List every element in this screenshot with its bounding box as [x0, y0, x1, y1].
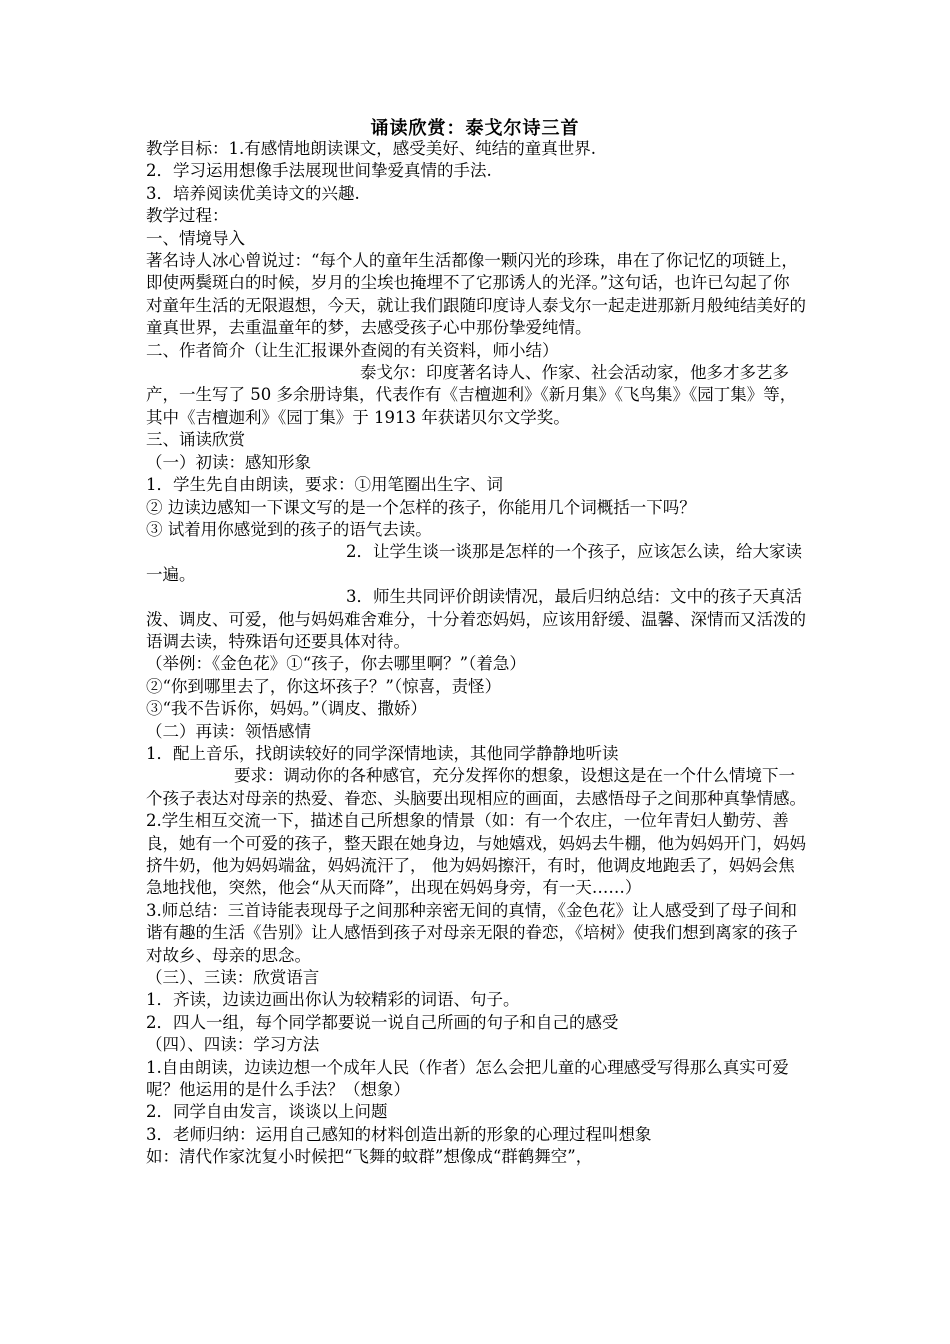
author-paragraph: 泰戈尔：印度著名诗人、作家、社会活动家，他多才多艺多产，一生写了 50 多余册诗集，代表作有《吉檀迦利》《新月集》《飞鸟集》《园丁集》等，其中《吉檀迦利》《园丁集》于 1913 年获诺贝尔文学奖。: [146, 363, 797, 427]
step-2-1-requirement: 要求：调动你的各种感官，充分发挥你的想象，设想这是在一个什么情境下一个孩子表达对母亲的热爱、眷恋、头脑要出现相应的画面，去感悟母子之间那种真挚情感。: [146, 766, 806, 808]
example-2: ②“你到哪里去了，你这坏孩子？”（惊喜，责怪）: [146, 676, 502, 696]
step-1-1: 1．学生先自由朗读，要求：①用笔圈出生字、词: [146, 475, 503, 495]
intro-paragraph: 著名诗人冰心曾说过：“每个人的童年生活都像一颗闪光的珍珠，串在了你记忆的项链上，即使两鬓斑白的时候，岁月的尘埃也掩埋不了它那诱人的光泽。”这句话，也许已勾起了你对童年生活的无限遐想，今天，就让我们跟随印度诗人泰戈尔一起走进那新月般纯结美好的童真世界，去重温童年的梦，去感受孩子心中那份挚爱纯情。: [146, 251, 806, 338]
step-4-1: 1.自由朗读，边读边想一个成年人民（作者）怎么会把儿童的心理感受写得那么真实可爱呢？他运用的是什么手法？（想象）: [146, 1057, 789, 1100]
step-1-3: 3．师生共同评价朗读情况，最后归纳总结：文中的孩子天真活泼、调皮、可爱，他与妈妈难舍难分，十分着恋妈妈，应该用舒缓、温馨、深情而又活泼的语调去读，特殊语句还要具体对待。: [146, 587, 806, 651]
step-1-2: 2．让学生谈一谈那是怎样的一个孩子，应该怎么读，给大家读一遍。: [146, 542, 802, 584]
example-1: （举例：《金色花》①“孩子，你去哪里啊？”（着急）: [146, 654, 526, 674]
step-2-3: 3.师总结：三首诗能表现母子之间那种亲密无间的真情，《金色花》让人感受到了母子间和谐有趣的生活《告别》让人感悟到孩子对母亲无限的眷恋，《培树》使我们想到离家的孩子对故乡、母亲的思念。: [146, 900, 798, 965]
section-2-heading: 二、作者简介（让生汇报课外查阅的有关资料，师小结）: [146, 340, 559, 360]
example-3: ③“我不告诉你，妈妈。”（调皮、撒娇）: [146, 699, 427, 719]
step-2-1: 1．配上音乐，找朗读较好的同学深情地读，其他同学静静地听读: [146, 743, 619, 763]
step-4-example: 如：清代作家沈复小时候把“飞舞的蚊群”想像成“群鹤舞空”，: [146, 1147, 593, 1167]
subsection-3-heading: （三）、三读：欣赏语言: [146, 968, 320, 988]
teaching-goal-1: 教学目标：1.有感情地朗读课文，感受美好、纯结的童真世界.: [146, 139, 596, 158]
step-4-3: 3．老师归纳：运用自己感知的材料创造出新的形象的心理过程叫想象: [146, 1124, 652, 1144]
step-1-1-item-3: ③ 试着用你感觉到的孩子的语气去读。: [146, 519, 432, 539]
document-title: 诵读欣赏：泰戈尔诗三首: [370, 118, 580, 139]
subsection-4-heading: （四）、四读：学习方法: [146, 1035, 320, 1055]
step-3-2: 2．四人一组，每个同学都要说一说自己所画的句子和自己的感受: [146, 1012, 619, 1032]
subsection-2-heading: （二）再读：领悟感情: [146, 721, 311, 741]
step-3-1: 1．齐读，边读边画出你认为较精彩的词语、句子。: [146, 990, 520, 1010]
step-2-2: 2.学生相互交流一下，描述自己所想象的情景（如：有一个农庄，一位年青妇人勤劳、善良，她有一个可爱的孩子，整天跟在她身边，与她嬉戏，妈妈去牛棚，他为妈妈开门，妈妈挤牛奶，他为妈妈端盆，妈妈流汗了， 他为妈妈擦汗，有时，他调皮地跑丢了，妈妈会焦急地找他，突然，他会“从天而降”，出现在妈妈身旁，有一天……）: [146, 811, 806, 898]
subsection-1-heading: （一）初读：感知形象: [146, 452, 311, 472]
step-1-1-item-2: ② 边读边感知一下课文写的是一个怎样的孩子，你能用几个词概括一下吗？: [146, 497, 696, 517]
document-body: [146, 138, 806, 1169]
section-1-heading: 一、情境导入: [146, 228, 245, 248]
section-3-heading: 三、诵读欣赏: [146, 430, 245, 450]
teaching-process-heading: 教学过程：: [146, 206, 229, 226]
step-4-2: 2．同学自由发言，谈谈以上问题: [146, 1102, 388, 1122]
teaching-goal-2: 2．学习运用想像手法展现世间挚爱真情的手法.: [146, 161, 492, 181]
teaching-goal-3: 3．培养阅读优美诗文的兴趣.: [146, 183, 360, 203]
